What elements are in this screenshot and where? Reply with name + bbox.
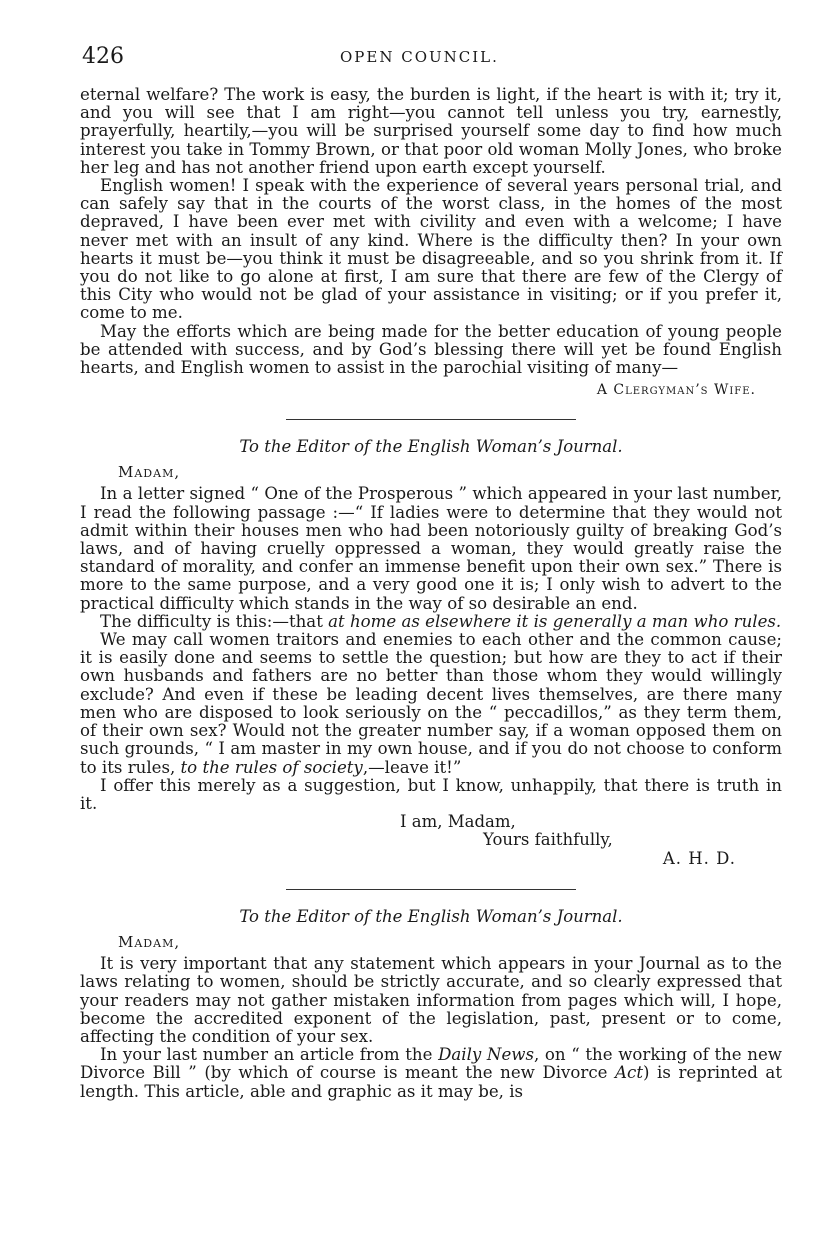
italic-text: Daily News [438, 1045, 534, 1065]
salutation: Madam, [118, 933, 181, 952]
letter-ahd [80, 437, 782, 869]
paragraph: English women! I speak with the experience of several years personal trial, and can safely say that in the courts of the worst class, in the homes of the most depraved, I have been ever met with civility and even with a welcome; I have never met with an insult of any kind. Where is the difficulty then? In your own hearts it must be—you think it must be disagreeable, and so you shrink from it. If you do not like to go alone at first, I am sure that there are few of the Clergy of this City who would not be glad of your assistance in visiting; or if you prefer it, come to me. [80, 176, 782, 323]
paragraph: eternal welfare? The work is easy, the burden is light, if the heart is with it; try it, and you will see that I am right—you cannot tell unless you try, earnestly, prayerfully, heartily,—you will be surprised yourself some day to find how much interest you take in Tommy Brown, or that poor old woman Molly Jones, who broke her leg and has not another friend upon earth except yourself. [80, 85, 782, 177]
paragraph: In a letter signed “ One of the Prosperous ” which appeared in your last number, I read the following passage :—“ If ladies were to determine that they would not admit within their houses men who had been notoriously guilty of breaking God’s laws, and of having cruelly oppressed a woman, they would greatly raise the standard of morality, and confer an immense benefit upon their own sex.” There is more to the same purpose, and a very good one it is; I only wish to advert to the practical difficulty which stands in the way of so desirable an end. [80, 484, 782, 613]
closing-line: I am, Madam, [400, 812, 516, 832]
text-run: We may call women traitors and enemies to each other and the common cause; it is easily done and seems to settle the question; but how are they to act if their own husbands and fathers are no better than those whom they would willingly exclude? And even if these be leading decent lives themselves, are there many men who are disposed to look seriously on the “ peccadillos,” as they term them, of their own sex? Would not the greater number say, if a woman opposed them on such grounds, “ I am master in my own house, and if you do not choose to conform to its rules, [80, 630, 782, 777]
text-run: , on “ the working of the new Divorce Bill ” (by which of course is meant the new Divorce [80, 1045, 782, 1083]
salutation: Madam, [118, 463, 181, 482]
page-body [80, 86, 782, 1101]
paragraph [80, 1046, 782, 1101]
text-run: The difficulty is this:—that [100, 611, 329, 631]
signature: A. H. D. [662, 849, 736, 869]
paragraph: It is very important that any statement which appears in your Journal as to the laws relating to women, should be strictly accurate, and so clearly expressed that your readers may not gather mistaken information from pages which will, I hope, become the accredited exponent of the legislation, past, present or to come, affecting the condition of your sex. [80, 954, 782, 1046]
letter-clergymans-wife [80, 86, 782, 399]
paragraph [80, 613, 782, 631]
italic-text: Act [615, 1063, 643, 1083]
letter-heading: To the Editor of the English Woman’s Journal. [239, 437, 623, 457]
paragraph [80, 631, 782, 777]
closing-line: Yours faithfully, [483, 830, 613, 850]
section-divider [286, 419, 576, 420]
italic-text: at home as elsewhere it is generally a man who rules. [328, 611, 782, 631]
text-run: ) is reprinted at length. This article, able and graphic as it may be, is [80, 1063, 782, 1101]
signature: A Clergyman’s Wife. [596, 382, 756, 399]
italic-text: to the rules of society [180, 757, 363, 777]
paragraph: May the efforts which are being made for the better education of young people be attended with success, and by God’s blessing there will yet be found English hearts, and English women to assist in the parochial visiting of many— [80, 321, 782, 378]
paragraph: I offer this merely as a suggestion, but I know, unhappily, that there is truth in it. [80, 775, 782, 813]
section-divider [286, 889, 576, 890]
text-run: In your last number an article from the [100, 1045, 439, 1065]
letter-divorce-act [80, 907, 782, 1101]
letter-heading: To the Editor of the English Woman’s Journal. [239, 907, 623, 927]
running-head: OPEN COUNCIL. [340, 48, 499, 66]
page-header [82, 44, 782, 74]
page-number: 426 [82, 44, 124, 69]
text-run: ,—leave it!” [362, 757, 462, 777]
